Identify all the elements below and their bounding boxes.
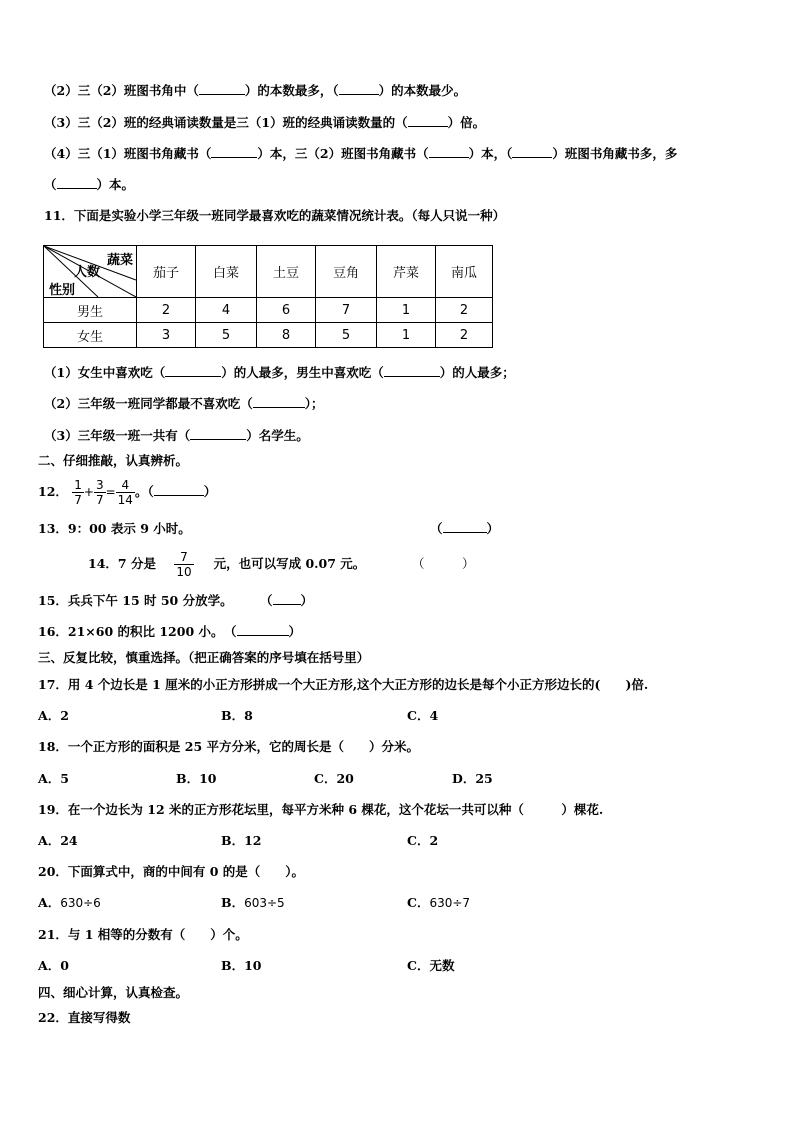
column-header: 土豆 [257,246,316,298]
table-corner-cell [44,246,137,298]
corner-label-count: 人数 [74,265,101,280]
q18-option-d[interactable]: D．25 [452,771,493,786]
q17-option-b[interactable]: B．8 [221,708,253,723]
q17-option-c[interactable]: C．4 [407,708,439,723]
answer-blank[interactable] [273,593,301,605]
table-cell: 2 [436,298,493,323]
q10-sub4-text-d: ）班图书角藏书多，多 [552,146,678,161]
table-cell: 5 [196,323,257,348]
q10-sub3-text-b: ）倍。 [447,115,486,130]
column-header: 芹菜 [377,246,436,298]
q11-sub1 [44,365,515,381]
corner-label-gender: 性别 [49,283,76,298]
q21-option-b[interactable]: B．10 [221,958,262,973]
q10-sub4-text-f: ）本。 [96,177,135,192]
q12-label: 12． [38,484,68,499]
answer-blank[interactable] [57,177,97,189]
answer-blank[interactable] [237,624,289,636]
q10-sub4 [44,146,677,162]
option-label: B． [221,895,245,910]
q22-stem: 22．直接写得数 [38,1010,131,1025]
q11-sub2 [44,396,323,412]
close-paren: ） [288,624,302,639]
column-header: 南瓜 [436,246,493,298]
q20-option-c[interactable] [407,895,470,911]
q11-sub1-text-a: （1）女生中喜欢吃（ [44,365,166,380]
denominator: 7 [74,493,82,507]
answer-blank[interactable] [443,521,487,533]
q21-stem: 21．与 1 相等的分数有（ ）个。 [38,927,248,942]
q10-sub3-text-a: （3）三（2）班的经典诵读数量是三（1）班的经典诵读数量的（ [44,115,408,130]
q16-answer [224,624,301,640]
option-label: C． [407,895,430,910]
q11-sub1-text-c: ）的人最多； [439,365,515,380]
q11-sub3-text-a: （3）三年级一班一共有（ [44,428,191,443]
answer-blank[interactable] [384,365,440,377]
q10-sub4-text-c: ）本，（ [468,146,513,161]
option-expression: 630÷6 [60,896,101,910]
q18-stem: 18．一个正方形的面积是 25 平方分米，它的周长是（ ）分米。 [38,739,419,754]
q14-text-b: 元，也可以写成 0.07 元。 [213,556,366,571]
table-cell: 3 [137,323,196,348]
table-row [44,298,493,323]
q15: 15．兵兵下午 15 时 50 分放学。 [38,593,233,608]
answer-blank[interactable] [190,428,246,440]
denominator: 14 [117,493,133,507]
q19-stem: 19．在一个边长为 12 米的正方形花坛里，每平方米种 6 棵花，这个花坛一共可以种（ ）棵花. [38,802,604,817]
close-paren: ） [486,521,500,536]
option-label: A． [38,895,61,910]
q10-sub3 [44,115,485,131]
section-3-heading: 三、反复比较，慎重选择。（把正确答案的序号填在括号里） [38,650,370,665]
close-paren: ） [300,593,314,608]
fraction [116,478,135,507]
q16: 16．21×60 的积比 1200 小。 [38,624,224,639]
open-paren: （ [224,624,237,639]
answer-blank[interactable] [429,146,469,158]
q11-sub3-text-b: ）名学生。 [246,428,309,443]
column-header: 茄子 [137,246,196,298]
q10-sub4-cont [44,177,134,193]
numerator: 3 [95,478,104,492]
q20-stem: 20．下面算式中，商的中间有 0 的是（ ）。 [38,864,305,879]
answer-blank[interactable] [253,396,305,408]
row-label: 男生 [44,298,137,323]
q11-sub3 [44,428,309,444]
plus-sign: + [83,485,94,499]
q18-option-a[interactable]: A．5 [38,771,69,786]
vegetable-table [43,245,493,348]
answer-blank[interactable] [154,484,204,496]
table-header-row [44,246,493,298]
q11-stem: 11．下面是实验小学三年级一班同学最喜欢吃的蔬菜情况统计表。（每人只说一种） [44,208,506,223]
column-header: 白菜 [196,246,257,298]
answer-blank[interactable] [199,83,245,95]
q14 [88,547,365,581]
fraction [94,478,106,507]
q12 [38,474,216,510]
table-cell: 1 [377,298,436,323]
q15-answer [260,593,313,609]
q10-sub4-text-b: ）本，三（2）班图书角藏书（ [257,146,429,161]
section-4-heading: 四、细心计算，认真检查。 [38,985,189,1000]
corner-label-vegetable: 蔬菜 [106,253,133,268]
q21-option-c[interactable]: C．无数 [407,958,455,973]
q10-sub4-text-e: （ [44,177,57,192]
q18-option-c[interactable]: C．20 [314,771,354,786]
table-cell: 7 [316,298,377,323]
q10-sub2 [44,83,466,99]
answer-blank[interactable] [165,365,221,377]
denominator: 7 [95,493,104,507]
q20-option-a[interactable] [38,895,101,911]
q12-close: ） [203,484,217,499]
q11-sub2-text-a: （2）三年级一班同学都最不喜欢吃（ [44,396,253,411]
q12-tail: 。（ [134,484,154,499]
numerator: 4 [116,478,135,493]
table-row [44,323,493,348]
q14-text-a: 14．7 分是 [88,556,156,571]
table-cell: 6 [257,298,316,323]
table-cell: 2 [137,298,196,323]
q13-answer [430,521,499,537]
q10-sub2-text-a: （2）三（2）班图书角中（ [44,83,199,98]
q19-option-b[interactable]: B．12 [221,833,262,848]
table-cell: 4 [196,298,257,323]
q10-sub2-text-b: ）的本数最多，（ [244,83,339,98]
numerator: 7 [174,550,193,565]
q11-sub2-text-b: ）； [304,396,324,411]
answer-blank[interactable] [408,115,448,127]
q19-option-c[interactable]: C．2 [407,833,439,848]
option-expression: 630÷7 [429,896,471,910]
row-label: 女生 [44,323,137,348]
open-paren: （ [430,521,443,536]
table-cell: 8 [257,323,316,348]
open-paren: （ [260,593,273,608]
option-expression: 603÷5 [244,896,285,910]
answer-blank[interactable] [211,146,257,158]
q17-stem: 17．用 4 个边长是 1 厘米的小正方形拼成一个大正方形,这个大正方形的边长是每个小正方形边长的( )倍. [38,677,649,692]
fraction [72,478,84,507]
q10-sub4-text-a: （4）三（1）班图书角藏书（ [44,146,212,161]
table-cell: 2 [436,323,493,348]
answer-blank[interactable] [339,83,379,95]
q18-option-b[interactable]: B．10 [176,771,217,786]
fraction [174,550,193,579]
answer-blank[interactable] [512,146,552,158]
table-cell: 1 [377,323,436,348]
column-header: 豆角 [316,246,377,298]
q11-sub1-text-b: ）的人最多，男生中喜欢吃（ [221,365,384,380]
numerator: 1 [74,478,82,492]
q17-option-a[interactable]: A．2 [38,708,69,723]
q13: 13．9：00 表示 9 小时。 [38,521,191,536]
denominator: 10 [176,565,192,579]
section-2-heading: 二、仔细推敲，认真辨析。 [38,453,189,468]
q21-option-a[interactable]: A．0 [38,958,69,973]
equals-sign: = [105,485,116,499]
q10-sub2-text-c: ）的本数最少。 [378,83,467,98]
table-cell: 5 [316,323,377,348]
q14-answer[interactable]: （ ） [412,556,475,571]
q19-option-a[interactable]: A．24 [38,833,78,848]
q20-option-b[interactable] [221,895,285,911]
